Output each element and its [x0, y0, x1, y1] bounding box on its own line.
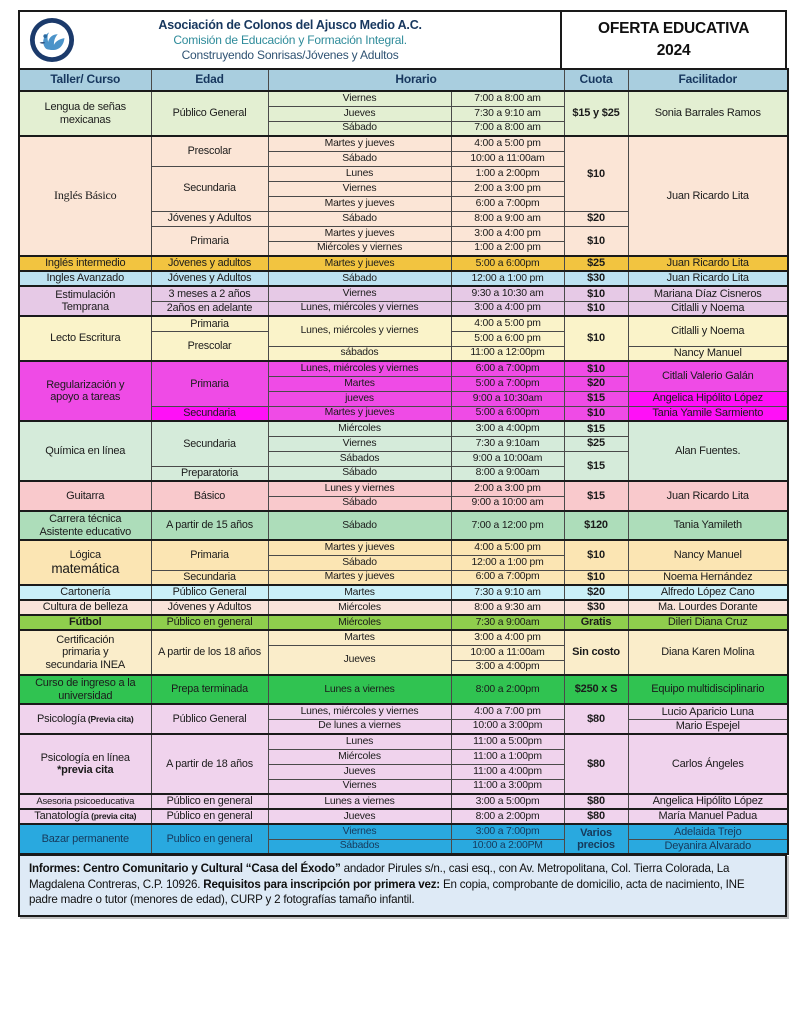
day-cell: Sábados — [268, 839, 451, 854]
time-cell: 7:30 a 9:00am — [451, 615, 564, 630]
course-cell — [19, 615, 151, 630]
day-cell: Martes — [268, 376, 451, 391]
fee-cell: $20 — [564, 585, 628, 600]
age-cell: Público en general — [151, 794, 268, 809]
course-label: Psicología en línea — [40, 751, 130, 764]
age-cell: Secundaria — [151, 570, 268, 585]
time-cell: 7:30 a 9:10 am — [451, 106, 564, 121]
fee-cell: $15 — [564, 451, 628, 481]
facilitator-cell: Carlos Ángeles — [628, 734, 788, 794]
course-label: Ingles Avanzado — [46, 272, 125, 285]
time-cell: 3:00 a 4:00pm — [451, 660, 564, 675]
oferta-table — [18, 68, 789, 855]
time-cell: 11:00 a 12:00pm — [451, 346, 564, 361]
fee-cell: $25 — [564, 436, 628, 451]
table-row — [19, 585, 788, 600]
facilitator-cell: Juan Ricardo Lita — [628, 481, 788, 511]
offer-title-line1: OFERTA EDUCATIVA — [597, 20, 750, 38]
fee-cell: $20 — [564, 376, 628, 391]
facilitator-cell: Citlalli y Noema — [628, 301, 788, 316]
fee-cell: $20 — [564, 211, 628, 226]
org-motto: Construyendo Sonrisas/Jóvenes y Adultos — [181, 48, 399, 62]
course-label: Curso de ingreso a la — [35, 677, 136, 690]
course-cell — [19, 511, 151, 540]
time-cell: 8:00 a 2:00pm — [451, 675, 564, 704]
fee-cell: $80 — [564, 704, 628, 734]
day-cell: Martes — [268, 630, 451, 645]
age-cell: Secundaria — [151, 421, 268, 466]
facilitator-cell: Angelica Hipólito López — [628, 794, 788, 809]
table-row — [19, 316, 788, 331]
age-cell: A partir de los 18 años — [151, 630, 268, 675]
course-label: Regularización y — [46, 378, 125, 391]
time-cell: 8:00 a 2:00pm — [451, 809, 564, 824]
course-label: (Previa cita) — [85, 713, 134, 724]
time-cell: 2:00 a 3:00 pm — [451, 181, 564, 196]
column-header-horario: Horario — [268, 69, 564, 91]
age-cell: Público General — [151, 704, 268, 734]
day-cell: Miércoles — [268, 421, 451, 436]
time-cell: 10:00 a 11:00am — [451, 151, 564, 166]
table-row — [19, 481, 788, 496]
day-cell: Miércoles — [268, 749, 451, 764]
course-cell — [19, 675, 151, 704]
course-label: *previa cita — [57, 764, 114, 776]
header-band — [18, 10, 787, 68]
facilitator-cell: Alfredo López Cano — [628, 585, 788, 600]
age-cell: Prescolar — [151, 136, 268, 166]
table-row — [19, 540, 788, 555]
day-cell: Lunes, miércoles y viernes — [268, 316, 451, 346]
day-cell: Viernes — [268, 824, 451, 839]
facilitator-cell: Juan Ricardo Lita — [628, 256, 788, 271]
time-cell: 3:00 a 4:00 pm — [451, 301, 564, 316]
time-cell: 4:00 a 7:00 pm — [451, 704, 564, 719]
footer-text: Requisitos para inscripción por primera vez: — [203, 877, 440, 891]
course-cell — [19, 540, 151, 585]
age-cell: Preparatoria — [151, 466, 268, 481]
time-cell: 12:00 a 1:00 pm — [451, 555, 564, 570]
facilitator-cell: Deyanira Alvarado — [628, 839, 788, 854]
column-header-cuota: Cuota — [564, 69, 628, 91]
fee-cell: $80 — [564, 794, 628, 809]
fee-cell: $10 — [564, 226, 628, 256]
day-cell: Sábado — [268, 511, 451, 540]
day-cell: Sábado — [268, 271, 451, 286]
course-label: Psicología — [36, 712, 86, 725]
course-label: Certificación — [56, 634, 115, 647]
day-cell: Jueves — [268, 106, 451, 121]
org-header — [20, 12, 562, 68]
flyer-sheet — [18, 10, 787, 917]
time-cell: 9:30 a 10:30 am — [451, 286, 564, 301]
course-cell — [19, 256, 151, 271]
course-label: Fútbol — [69, 616, 102, 629]
fee-cell: $15 — [564, 391, 628, 406]
time-cell: 9:00 a 10:00am — [451, 451, 564, 466]
course-label: Inglés intermedio — [45, 257, 126, 270]
time-cell: 9:00 a 10:00 am — [451, 496, 564, 511]
facilitator-cell: Citlali Valerio Galán — [628, 361, 788, 391]
time-cell: 8:00 a 9:00am — [451, 466, 564, 481]
course-label: (previa cita) — [88, 811, 137, 822]
day-cell: jueves — [268, 391, 451, 406]
course-cell — [19, 630, 151, 675]
course-label: Inglés Básico — [54, 188, 117, 203]
table-row — [19, 421, 788, 436]
day-cell: Miércoles — [268, 600, 451, 615]
day-cell: Lunes y viernes — [268, 481, 451, 496]
table-row — [19, 600, 788, 615]
footer-text: Informes: Centro Comunitario y Cultural “Casa del Éxodo” — [29, 862, 341, 875]
time-cell: 8:00 a 9:00 am — [451, 211, 564, 226]
course-cell — [19, 600, 151, 615]
course-cell — [19, 481, 151, 511]
time-cell: 3:00 a 4:00pm — [451, 421, 564, 436]
facilitator-cell: María Manuel Padua — [628, 809, 788, 824]
course-label: Lógica — [69, 548, 101, 561]
time-cell: 10:00 a 3:00pm — [451, 719, 564, 734]
facilitator-cell: Tania Yamileth — [628, 511, 788, 540]
day-cell: Martes y jueves — [268, 540, 451, 555]
fee-cell: Gratis — [564, 615, 628, 630]
facilitator-cell: Dileri Diana Cruz — [628, 615, 788, 630]
table-row — [19, 286, 788, 301]
age-cell: Público General — [151, 585, 268, 600]
table-row — [19, 675, 788, 704]
day-cell: Viernes — [268, 286, 451, 301]
age-cell: Básico — [151, 481, 268, 511]
fee-cell: $25 — [564, 256, 628, 271]
fee-cell: $10 — [564, 316, 628, 361]
facilitator-cell: Tania Yamile Sarmiento — [628, 406, 788, 421]
org-name: Asociación de Colonos del Ajusco Medio A.C. — [158, 17, 422, 32]
day-cell: Lunes a viernes — [268, 675, 451, 704]
day-cell: De lunes a viernes — [268, 719, 451, 734]
course-cell — [19, 286, 151, 316]
course-cell — [19, 585, 151, 600]
facilitator-cell: Angelica Hipólito López — [628, 391, 788, 406]
org-text-block — [158, 17, 421, 64]
fee-cell: Sin costo — [564, 630, 628, 675]
column-header-edad: Edad — [151, 69, 268, 91]
facilitator-cell: Alan Fuentes. — [628, 421, 788, 481]
day-cell: Viernes — [268, 436, 451, 451]
course-label: mexicanas — [59, 113, 111, 126]
day-cell: Jueves — [268, 645, 451, 675]
day-cell: Martes y jueves — [268, 256, 451, 271]
age-cell: Jóvenes y Adultos — [151, 211, 268, 226]
day-cell: Sábado — [268, 121, 451, 136]
time-cell: 4:00 a 5:00 pm — [451, 316, 564, 331]
age-cell: 3 meses a 2 años — [151, 286, 268, 301]
facilitator-cell: Mario Espejel — [628, 719, 788, 734]
table-row — [19, 91, 788, 106]
day-cell: Martes — [268, 585, 451, 600]
time-cell: 4:00 a 5:00 pm — [451, 540, 564, 555]
facilitator-cell: Juan Ricardo Lita — [628, 136, 788, 256]
fee-cell: $15 — [564, 421, 628, 436]
day-cell: Viernes — [268, 779, 451, 794]
day-cell: Martes y jueves — [268, 196, 451, 211]
age-cell: Primaria — [151, 226, 268, 256]
day-cell: Lunes a viernes — [268, 794, 451, 809]
time-cell: 4:00 a 5:00 pm — [451, 136, 564, 151]
org-commission: Comisión de Educación y Formación Integral. — [173, 32, 407, 47]
day-cell: Jueves — [268, 764, 451, 779]
fee-cell: $10 — [564, 406, 628, 421]
age-cell: 2años en adelante — [151, 301, 268, 316]
time-cell: 9:00 a 10:30am — [451, 391, 564, 406]
facilitator-cell: Noema Hernández — [628, 570, 788, 585]
table-row — [19, 824, 788, 839]
day-cell: Viernes — [268, 91, 451, 106]
column-header-taller-curso: Taller/ Curso — [19, 69, 151, 91]
fee-cell: Varios precios — [564, 824, 628, 854]
facilitator-cell: Nancy Manuel — [628, 540, 788, 570]
time-cell: 3:00 a 4:00 pm — [451, 226, 564, 241]
fee-cell: $10 — [564, 361, 628, 376]
time-cell: 11:00 a 1:00pm — [451, 749, 564, 764]
course-label: Cartonería — [60, 586, 111, 599]
fee-cell: $80 — [564, 809, 628, 824]
offer-title-line2: 2024 — [656, 42, 691, 59]
time-cell: 11:00 a 3:00pm — [451, 779, 564, 794]
age-cell: Prepa terminada — [151, 675, 268, 704]
time-cell: 7:30 a 9:10 am — [451, 585, 564, 600]
time-cell: 10:00 a 2:00PM — [451, 839, 564, 854]
time-cell: 2:00 a 3:00 pm — [451, 481, 564, 496]
fee-cell: $120 — [564, 511, 628, 540]
course-label: Bazar permanente — [41, 832, 129, 845]
time-cell: 6:00 a 7:00pm — [451, 570, 564, 585]
fee-cell: $10 — [564, 540, 628, 570]
time-cell: 7:00 a 8:00 am — [451, 121, 564, 136]
course-cell — [19, 794, 151, 809]
time-cell: 3:00 a 4:00 pm — [451, 630, 564, 645]
course-label: universidad — [58, 689, 113, 702]
age-cell: Público en general — [151, 615, 268, 630]
time-cell: 6:00 a 7:00pm — [451, 196, 564, 211]
day-cell: Miércoles y viernes — [268, 241, 451, 256]
facilitator-cell: Juan Ricardo Lita — [628, 271, 788, 286]
course-cell — [19, 421, 151, 481]
table-row — [19, 361, 788, 376]
course-label: Lengua de señas — [44, 101, 126, 114]
time-cell: 7:00 a 8:00 am — [451, 91, 564, 106]
facilitator-cell: Citlalli y Noema — [628, 316, 788, 346]
time-cell: 12:00 a 1:00 pm — [451, 271, 564, 286]
age-cell: Publico en general — [151, 824, 268, 854]
time-cell: 7:00 a 12:00 pm — [451, 511, 564, 540]
course-label: Guitarra — [66, 489, 105, 502]
age-cell: Público en general — [151, 809, 268, 824]
course-cell — [19, 734, 151, 794]
age-cell: Primaria — [151, 361, 268, 406]
oferta-table-body — [19, 91, 788, 854]
column-header-row — [19, 69, 788, 91]
facilitator-cell: Equipo multidisciplinario — [628, 675, 788, 704]
facilitator-cell: Nancy Manuel — [628, 346, 788, 361]
time-cell: 5:00 a 6:00 pm — [451, 331, 564, 346]
footer-note — [18, 854, 787, 917]
fee-cell: $15 y $25 — [564, 91, 628, 136]
facilitator-cell: Lucio Aparicio Luna — [628, 704, 788, 719]
table-row — [19, 630, 788, 645]
day-cell: Martes y jueves — [268, 226, 451, 241]
course-label: primaria y — [62, 646, 109, 659]
table-row — [19, 615, 788, 630]
fee-cell: $15 — [564, 481, 628, 511]
footer-text: En copia, comprobante de domicilio, acta de nacimiento, INE padre madre o tutor (menores de edad), CURP y 2 fotografías tamaño infantil. — [29, 877, 745, 907]
fee-cell: $10 — [564, 301, 628, 316]
time-cell: 10:00 a 11:00am — [451, 645, 564, 660]
course-cell — [19, 809, 151, 824]
course-label: Asesoria psicoeducativa — [36, 796, 135, 808]
course-label: matemática — [51, 561, 120, 576]
day-cell: Lunes, miércoles y viernes — [268, 301, 451, 316]
day-cell: Sábado — [268, 496, 451, 511]
course-cell — [19, 271, 151, 286]
age-cell: Jóvenes y Adultos — [151, 600, 268, 615]
course-label: Carrera técnica — [49, 513, 122, 526]
table-row — [19, 271, 788, 286]
course-label: Tanatología — [34, 810, 89, 823]
course-cell — [19, 136, 151, 256]
age-cell: Público General — [151, 91, 268, 136]
day-cell: Martes y jueves — [268, 136, 451, 151]
fee-cell: $10 — [564, 286, 628, 301]
age-cell: Primaria — [151, 316, 268, 331]
time-cell: 5:00 a 6:00pm — [451, 256, 564, 271]
time-cell: 5:00 a 6:00pm — [451, 406, 564, 421]
day-cell: Sábado — [268, 466, 451, 481]
day-cell: Sábado — [268, 555, 451, 570]
fee-cell: $30 — [564, 271, 628, 286]
time-cell: 8:00 a 9:30 am — [451, 600, 564, 615]
course-cell — [19, 704, 151, 734]
time-cell: 11:00 a 5:00pm — [451, 734, 564, 749]
day-cell: Lunes — [268, 734, 451, 749]
course-cell — [19, 361, 151, 421]
table-row — [19, 704, 788, 719]
offer-title — [562, 12, 785, 68]
fee-cell: $80 — [564, 734, 628, 794]
age-cell: Jóvenes y Adultos — [151, 271, 268, 286]
age-cell: Secundaria — [151, 166, 268, 211]
time-cell: 5:00 a 7:00pm — [451, 376, 564, 391]
table-row — [19, 734, 788, 749]
age-cell: Prescolar — [151, 331, 268, 361]
fee-cell: $10 — [564, 570, 628, 585]
table-row — [19, 136, 788, 151]
age-cell: Secundaria — [151, 406, 268, 421]
column-header-facilitador: Facilitador — [628, 69, 788, 91]
day-cell: Martes y jueves — [268, 406, 451, 421]
course-label: apoyo a tareas — [50, 391, 121, 403]
day-cell: Sábado — [268, 151, 451, 166]
course-cell — [19, 91, 151, 136]
age-cell: Jóvenes y adultos — [151, 256, 268, 271]
table-row — [19, 511, 788, 540]
day-cell: Sábado — [268, 211, 451, 226]
day-cell: Martes y jueves — [268, 570, 451, 585]
fee-cell: $10 — [564, 136, 628, 211]
table-row — [19, 256, 788, 271]
course-label: Química en línea — [45, 444, 126, 457]
time-cell: 1:00 a 2:00pm — [451, 166, 564, 181]
footer-text: andador Pirules s/n., casi esq., con Av. Metropolitana, Col. Tierra Colorada, La Magdalena Contreras, C.P. 10926. — [29, 862, 730, 891]
dove-badge-icon — [29, 17, 75, 63]
course-label: Asistente educativo — [39, 525, 132, 538]
course-label: secundaria INEA — [45, 658, 126, 671]
time-cell: 3:00 a 7:00pm — [451, 824, 564, 839]
day-cell: sábados — [268, 346, 451, 361]
fee-cell: $250 x S — [564, 675, 628, 704]
time-cell: 11:00 a 4:00pm — [451, 764, 564, 779]
course-cell — [19, 824, 151, 854]
facilitator-cell: Ma. Lourdes Dorante — [628, 600, 788, 615]
course-label: Lecto Escritura — [50, 332, 121, 345]
time-cell: 1:00 a 2:00 pm — [451, 241, 564, 256]
facilitator-cell: Sonia Barrales Ramos — [628, 91, 788, 136]
day-cell: Sábados — [268, 451, 451, 466]
facilitator-cell: Adelaida Trejo — [628, 824, 788, 839]
facilitator-cell: Diana Karen Molina — [628, 630, 788, 675]
day-cell: Lunes — [268, 166, 451, 181]
table-row — [19, 809, 788, 824]
day-cell: Lunes, miércoles y viernes — [268, 361, 451, 376]
course-label: Cultura de belleza — [42, 601, 128, 614]
age-cell: A partir de 18 años — [151, 734, 268, 794]
facilitator-cell: Mariana Díaz Cisneros — [628, 286, 788, 301]
course-cell — [19, 316, 151, 361]
time-cell: 3:00 a 5:00pm — [451, 794, 564, 809]
course-label: Temprana — [61, 301, 109, 313]
day-cell: Jueves — [268, 809, 451, 824]
day-cell: Miércoles — [268, 615, 451, 630]
time-cell: 6:00 a 7:00pm — [451, 361, 564, 376]
fee-cell: $30 — [564, 600, 628, 615]
course-label: Estimulación — [55, 288, 116, 301]
table-row — [19, 794, 788, 809]
day-cell: Viernes — [268, 181, 451, 196]
day-cell: Lunes, miércoles y viernes — [268, 704, 451, 719]
age-cell: Primaria — [151, 540, 268, 570]
time-cell: 7:30 a 9:10am — [451, 436, 564, 451]
age-cell: A partir de 15 años — [151, 511, 268, 540]
